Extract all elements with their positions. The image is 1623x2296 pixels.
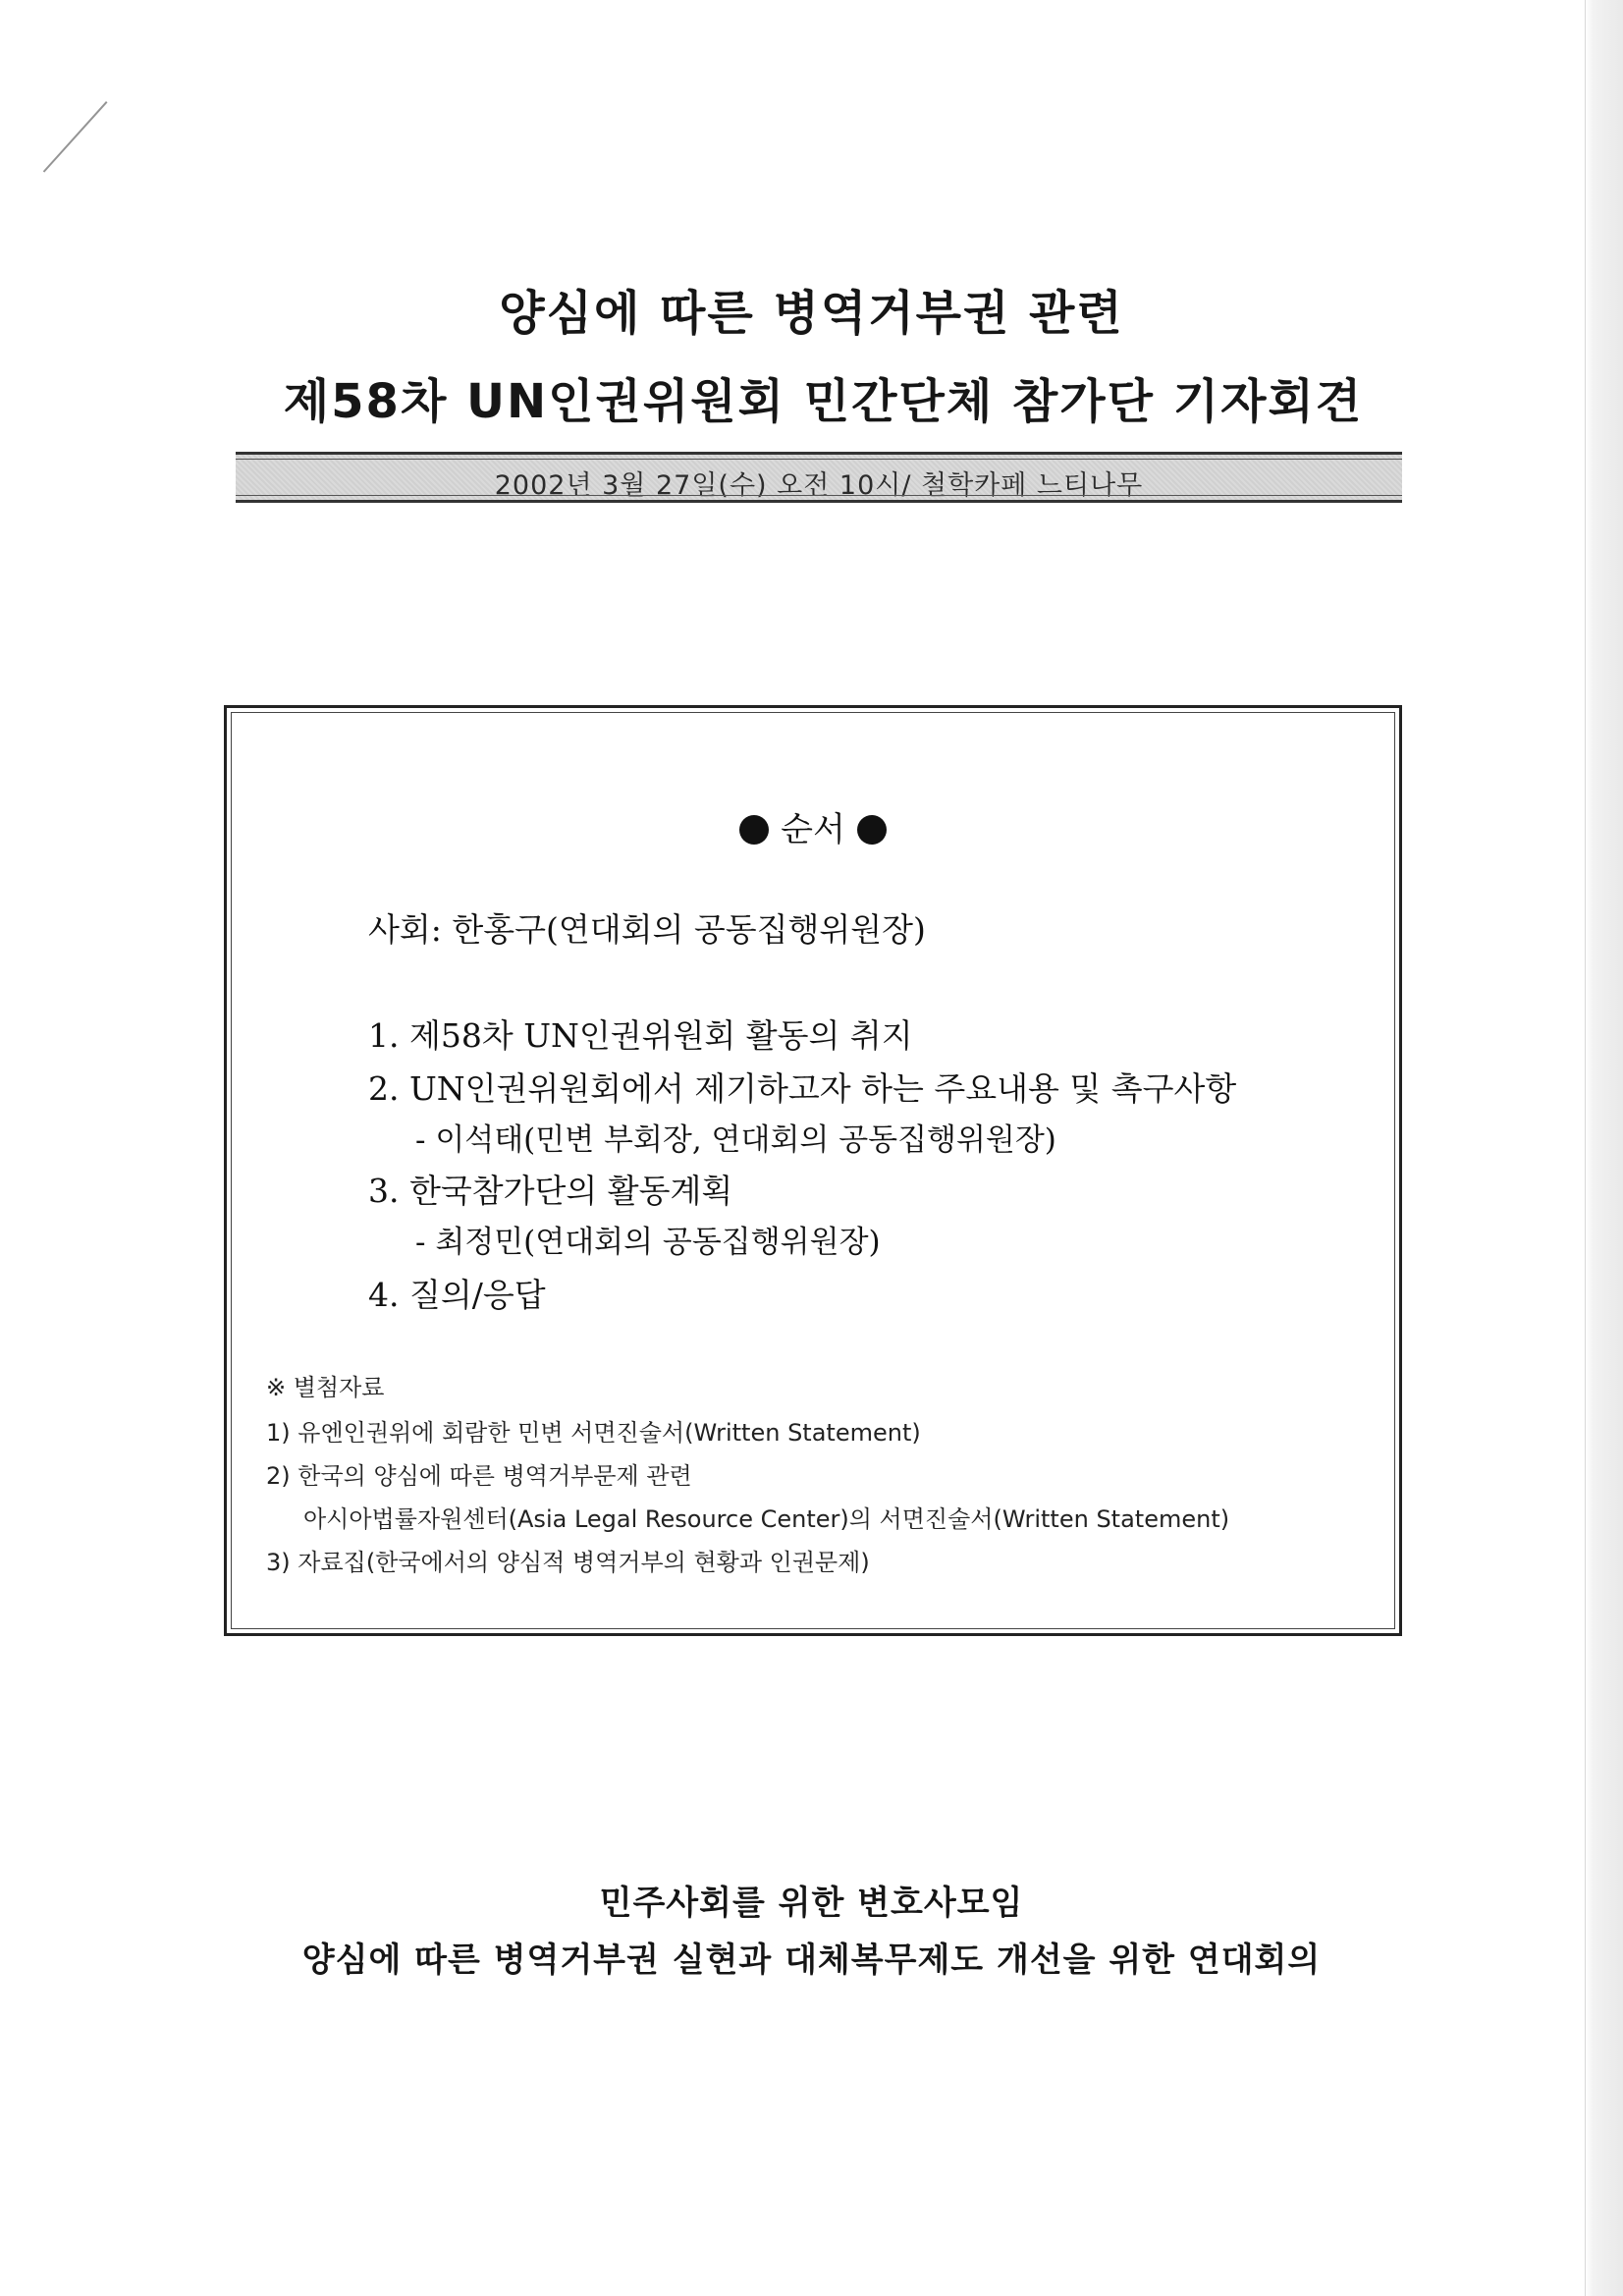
title-line-2: 제58차 UN인권위원회 민간단체 참가단 기자회견 xyxy=(283,374,1364,429)
title-line-1: 양심에 따른 병역거부권 관련 xyxy=(499,286,1124,341)
footer-org-1: 민주사회를 위한 변호사모임 xyxy=(599,1884,1024,1923)
agenda-item-1: 1. 제58차 UN인권위원회 활동의 취지 xyxy=(368,1016,913,1055)
program-heading-label: 순서 xyxy=(781,810,845,849)
agenda-item-2-speaker: - 이석태(민변 부회장, 연대회의 공동집행위원장) xyxy=(415,1122,1056,1158)
agenda-item-4: 4. 질의/응답 xyxy=(368,1276,546,1314)
attachment-1: 1) 유엔인권위에 회람한 민변 서면진술서(Written Statement) xyxy=(266,1419,921,1447)
bullet-dot-icon xyxy=(857,815,887,845)
program-box xyxy=(224,705,1402,1636)
agenda-item-3: 3. 한국참가단의 활동계획 xyxy=(368,1172,733,1210)
date-banner xyxy=(236,452,1402,503)
host-line: 사회: 한홍구(연대회의 공동집행위원장) xyxy=(368,910,926,949)
attachment-3: 3) 자료집(한국에서의 양심적 병역거부의 현황과 인권문제) xyxy=(266,1549,870,1576)
attachment-2: 2) 한국의 양심에 따른 병역거부문제 관련 xyxy=(266,1462,692,1490)
agenda-item-2: 2. UN인권위원회에서 제기하고자 하는 주요내용 및 촉구사항 xyxy=(368,1069,1237,1108)
attachment-2-cont: 아시아법률자원센터(Asia Legal Resource Center)의 서면진술서(Written Statement) xyxy=(303,1505,1230,1533)
footer-org-2: 양심에 따른 병역거부권 실현과 대체복무제도 개선을 위한 연대회의 xyxy=(301,1941,1322,1980)
date-location-text: 2002년 3월 27일(수) 오전 10시/ 철학카페 느티나무 xyxy=(494,470,1144,501)
attachments-title: ※ 별첨자료 xyxy=(266,1374,385,1401)
pen-mark xyxy=(43,101,108,173)
program-heading xyxy=(227,802,1399,850)
bullet-dot-icon xyxy=(739,815,769,845)
agenda-item-3-speaker: - 최정민(연대회의 공동집행위원장) xyxy=(415,1225,881,1260)
